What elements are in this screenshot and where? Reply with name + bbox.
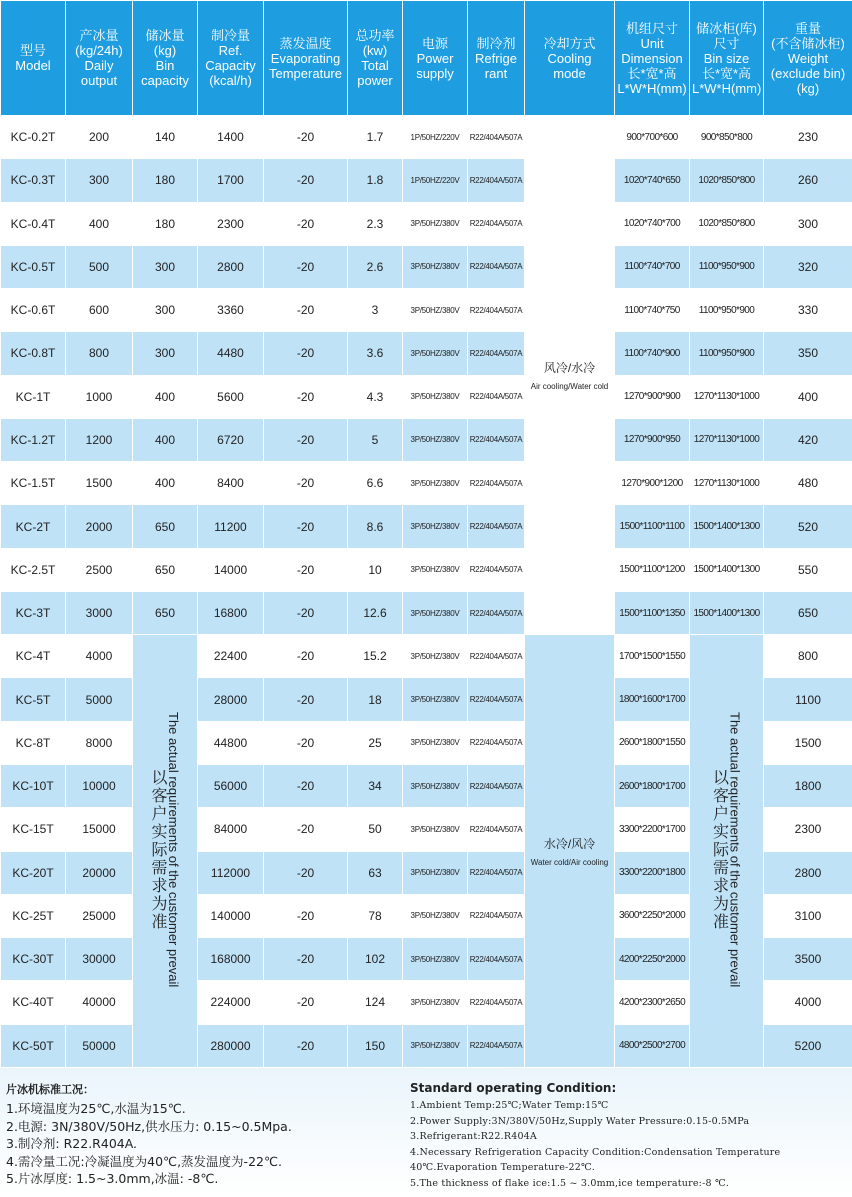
evaporating-temp-cell: -20	[264, 981, 348, 1024]
evaporating-temp-cell: -20	[264, 202, 348, 245]
unit-dimension-cell: 3300*2200*1800	[615, 851, 690, 894]
ref-capacity-cell: 224000	[198, 981, 264, 1024]
refrigerant-cell: R22/404A/507A	[468, 635, 525, 678]
ref-capacity-cell: 2800	[198, 245, 264, 288]
daily-output-cell: 400	[66, 202, 133, 245]
bin-size-cell: 1100*950*900	[690, 245, 764, 288]
evaporating-temp-cell: -20	[264, 375, 348, 418]
bin-capacity-cell: 300	[133, 245, 198, 288]
refrigerant-cell: R22/404A/507A	[468, 1024, 525, 1067]
evaporating-temp-cell: -20	[264, 678, 348, 721]
power-supply-cell: 3P/50HZ/380V	[403, 635, 468, 678]
refrigerant-cell: R22/404A/507A	[468, 808, 525, 851]
evaporating-temp-cell: -20	[264, 764, 348, 807]
bin-capacity-cell: 650	[133, 505, 198, 548]
weight-cell: 650	[764, 591, 852, 634]
unit-dimension-cell: 1100*740*900	[615, 332, 690, 375]
ref-capacity-cell: 280000	[198, 1024, 264, 1067]
unit-dimension-cell: 1500*1100*1100	[615, 505, 690, 548]
bin-size-cell: 1100*950*900	[690, 332, 764, 375]
model-cell: KC-1.2T	[1, 418, 66, 461]
total-power-cell: 124	[348, 981, 403, 1024]
total-power-cell: 34	[348, 764, 403, 807]
refrigerant-cell: R22/404A/507A	[468, 332, 525, 375]
bin-capacity-cell: 400	[133, 375, 198, 418]
ref-capacity-cell: 8400	[198, 462, 264, 505]
notes-cn-line: 5.片冰厚度: 1.5~3.0mm,冰温: -8℃.	[6, 1171, 219, 1186]
power-supply-cell: 3P/50HZ/380V	[403, 375, 468, 418]
standard-conditions-en	[410, 1081, 850, 1191]
total-power-cell: 10	[348, 548, 403, 591]
total-power-cell: 78	[348, 894, 403, 937]
ref-capacity-cell: 168000	[198, 938, 264, 981]
power-supply-cell: 3P/50HZ/380V	[403, 981, 468, 1024]
daily-output-cell: 4000	[66, 635, 133, 678]
evaporating-temp-cell: -20	[264, 505, 348, 548]
weight-cell: 1800	[764, 764, 852, 807]
model-cell: KC-0.5T	[1, 245, 66, 288]
header-evaporating-temp: 蒸发温度 Evaporating Temperature	[264, 1, 348, 116]
evaporating-temp-cell: -20	[264, 548, 348, 591]
power-supply-cell: 3P/50HZ/380V	[403, 245, 468, 288]
refrigerant-cell: R22/404A/507A	[468, 159, 525, 202]
refrigerant-cell: R22/404A/507A	[468, 505, 525, 548]
table-body	[1, 116, 852, 1068]
bin-capacity-cell: 650	[133, 548, 198, 591]
header-row	[1, 1, 852, 116]
weight-cell: 300	[764, 202, 852, 245]
table-row	[1, 289, 852, 332]
total-power-cell: 5	[348, 418, 403, 461]
ref-capacity-cell: 84000	[198, 808, 264, 851]
power-supply-cell: 3P/50HZ/380V	[403, 851, 468, 894]
daily-output-cell: 300	[66, 159, 133, 202]
evaporating-temp-cell: -20	[264, 851, 348, 894]
header-unit-dimension: 机组尺寸 Unit Dimension 长*宽*高 L*W*H(mm)	[615, 1, 690, 116]
evaporating-temp-cell: -20	[264, 635, 348, 678]
unit-dimension-cell: 1700*1500*1550	[615, 635, 690, 678]
notes-cn-line: 3.制冷剂: R22.R404A.	[6, 1136, 138, 1151]
header-bin-capacity: 储冰量 (kg) Bin capacity	[133, 1, 198, 116]
header-refrigerant: 制冷剂 Refrige rant	[468, 1, 525, 116]
unit-dimension-cell: 1100*740*700	[615, 245, 690, 288]
evaporating-temp-cell: -20	[264, 591, 348, 634]
weight-cell: 330	[764, 289, 852, 332]
table-row	[1, 635, 852, 678]
power-supply-cell: 3P/50HZ/380V	[403, 1024, 468, 1067]
bin-capacity-cell: 180	[133, 202, 198, 245]
ref-capacity-cell: 2300	[198, 202, 264, 245]
weight-cell: 3100	[764, 894, 852, 937]
power-supply-cell: 3P/50HZ/380V	[403, 894, 468, 937]
unit-dimension-cell: 1100*740*750	[615, 289, 690, 332]
table-row	[1, 116, 852, 159]
customer-requirement-note	[711, 680, 743, 1020]
cooling-mode-en: Water cold/Air cooling	[530, 858, 609, 868]
bin-capacity-cell: 300	[133, 289, 198, 332]
refrigerant-cell: R22/404A/507A	[468, 462, 525, 505]
model-cell: KC-8T	[1, 721, 66, 764]
evaporating-temp-cell: -20	[264, 462, 348, 505]
table-row	[1, 418, 852, 461]
bin-size-cell: 1020*850*800	[690, 202, 764, 245]
unit-dimension-cell: 2600*1800*1700	[615, 764, 690, 807]
model-cell: KC-0.3T	[1, 159, 66, 202]
notes-en-line: 3.Refrigerant:R22.R404A	[410, 1131, 537, 1142]
total-power-cell: 6.6	[348, 462, 403, 505]
ref-capacity-cell: 5600	[198, 375, 264, 418]
customer-requirement-note	[149, 680, 181, 1020]
refrigerant-cell: R22/404A/507A	[468, 418, 525, 461]
table-row	[1, 245, 852, 288]
bin-size-cell: 1270*1130*1000	[690, 462, 764, 505]
cooling-mode-cn: 水冷/风冷	[543, 837, 596, 852]
table-row	[1, 505, 852, 548]
power-supply-cell: 3P/50HZ/380V	[403, 289, 468, 332]
ref-capacity-cell: 11200	[198, 505, 264, 548]
table-row	[1, 462, 852, 505]
bin-capacity-note-cell	[133, 635, 198, 1068]
ref-capacity-cell: 56000	[198, 764, 264, 807]
weight-cell: 800	[764, 635, 852, 678]
daily-output-cell: 20000	[66, 851, 133, 894]
total-power-cell: 63	[348, 851, 403, 894]
header-power-supply: 电源 Power supply	[403, 1, 468, 116]
total-power-cell: 150	[348, 1024, 403, 1067]
total-power-cell: 15.2	[348, 635, 403, 678]
refrigerant-cell: R22/404A/507A	[468, 764, 525, 807]
unit-dimension-cell: 1500*1100*1350	[615, 591, 690, 634]
bin-capacity-cell: 400	[133, 418, 198, 461]
ref-capacity-cell: 112000	[198, 851, 264, 894]
daily-output-cell: 1000	[66, 375, 133, 418]
weight-cell: 2300	[764, 808, 852, 851]
power-supply-cell: 3P/50HZ/380V	[403, 764, 468, 807]
total-power-cell: 25	[348, 721, 403, 764]
ref-capacity-cell: 22400	[198, 635, 264, 678]
ref-capacity-cell: 4480	[198, 332, 264, 375]
weight-cell: 420	[764, 418, 852, 461]
power-supply-cell: 3P/50HZ/380V	[403, 505, 468, 548]
bin-capacity-cell: 650	[133, 591, 198, 634]
power-supply-cell: 3P/50HZ/380V	[403, 591, 468, 634]
refrigerant-cell: R22/404A/507A	[468, 894, 525, 937]
notes-cn-line: 2.电源: 3N/380V/50Hz,供水压力: 0.15~0.5Mpa.	[6, 1118, 292, 1134]
total-power-cell: 1.8	[348, 159, 403, 202]
note-en-text: The actual requirements of the customer prevail	[166, 711, 181, 988]
table-row	[1, 202, 852, 245]
daily-output-cell: 2000	[66, 505, 133, 548]
cooling-mode-small-cell	[525, 116, 615, 635]
bin-capacity-cell: 400	[133, 462, 198, 505]
daily-output-cell: 200	[66, 116, 133, 159]
unit-dimension-cell: 3600*2250*2000	[615, 894, 690, 937]
table-row	[1, 159, 852, 202]
ref-capacity-cell: 6720	[198, 418, 264, 461]
ref-capacity-cell: 1700	[198, 159, 264, 202]
daily-output-cell: 5000	[66, 678, 133, 721]
bin-size-cell: 1270*1130*1000	[690, 418, 764, 461]
bin-capacity-cell: 300	[133, 332, 198, 375]
evaporating-temp-cell: -20	[264, 894, 348, 937]
refrigerant-cell: R22/404A/507A	[468, 245, 525, 288]
model-cell: KC-40T	[1, 981, 66, 1024]
weight-cell: 400	[764, 375, 852, 418]
total-power-cell: 102	[348, 938, 403, 981]
model-cell: KC-2T	[1, 505, 66, 548]
notes-cn-line: 4.需冷量工况:冷凝温度为40℃,蒸发温度为-22℃.	[6, 1153, 282, 1169]
total-power-cell: 12.6	[348, 591, 403, 634]
power-supply-cell: 3P/50HZ/380V	[403, 418, 468, 461]
total-power-cell: 8.6	[348, 505, 403, 548]
refrigerant-cell: R22/404A/507A	[468, 851, 525, 894]
refrigerant-cell: R22/404A/507A	[468, 591, 525, 634]
daily-output-cell: 1200	[66, 418, 133, 461]
model-cell: KC-0.8T	[1, 332, 66, 375]
bin-size-cell: 1500*1400*1300	[690, 548, 764, 591]
total-power-cell: 18	[348, 678, 403, 721]
table-row	[1, 591, 852, 634]
header-cooling-mode: 冷却方式 Cooling mode	[525, 1, 615, 116]
model-cell: KC-10T	[1, 764, 66, 807]
power-supply-cell: 3P/50HZ/380V	[403, 678, 468, 721]
note-cn-text: 以客户实际需求为准	[149, 768, 166, 931]
header-bin-size: 储冰柜(库) 尺寸 Bin size 长*宽*高 L*W*H(mm)	[690, 1, 764, 116]
unit-dimension-cell: 1270*900*900	[615, 375, 690, 418]
model-cell: KC-15T	[1, 808, 66, 851]
model-cell: KC-20T	[1, 851, 66, 894]
evaporating-temp-cell: -20	[264, 418, 348, 461]
header-weight: 重量 (不含储冰柜) Weight (exclude bin) (kg)	[764, 1, 852, 116]
total-power-cell: 3.6	[348, 332, 403, 375]
total-power-cell: 4.3	[348, 375, 403, 418]
power-supply-cell: 3P/50HZ/380V	[403, 332, 468, 375]
power-supply-cell: 3P/50HZ/380V	[403, 808, 468, 851]
ref-capacity-cell: 1400	[198, 116, 264, 159]
evaporating-temp-cell: -20	[264, 1024, 348, 1067]
model-cell: KC-5T	[1, 678, 66, 721]
daily-output-cell: 50000	[66, 1024, 133, 1067]
daily-output-cell: 600	[66, 289, 133, 332]
header-daily-output: 产冰量 (kg/24h) Daily output	[66, 1, 133, 116]
evaporating-temp-cell: -20	[264, 159, 348, 202]
cooling-mode-cn: 风冷/水冷	[543, 361, 596, 376]
evaporating-temp-cell: -20	[264, 289, 348, 332]
power-supply-cell: 1P/50HZ/220V	[403, 159, 468, 202]
bin-capacity-cell: 180	[133, 159, 198, 202]
bin-size-cell: 1270*1130*1000	[690, 375, 764, 418]
ref-capacity-cell: 44800	[198, 721, 264, 764]
table-row	[1, 375, 852, 418]
unit-dimension-cell: 900*700*600	[615, 116, 690, 159]
refrigerant-cell: R22/404A/507A	[468, 202, 525, 245]
daily-output-cell: 800	[66, 332, 133, 375]
model-cell: KC-0.6T	[1, 289, 66, 332]
weight-cell: 260	[764, 159, 852, 202]
evaporating-temp-cell: -20	[264, 721, 348, 764]
bin-size-cell: 900*850*800	[690, 116, 764, 159]
model-cell: KC-25T	[1, 894, 66, 937]
ref-capacity-cell: 16800	[198, 591, 264, 634]
bin-size-cell: 1500*1400*1300	[690, 591, 764, 634]
unit-dimension-cell: 1270*900*950	[615, 418, 690, 461]
weight-cell: 550	[764, 548, 852, 591]
unit-dimension-cell: 4200*2300*2650	[615, 981, 690, 1024]
header-ref-capacity: 制冷量 Ref. Capacity (kcal/h)	[198, 1, 264, 116]
model-cell: KC-50T	[1, 1024, 66, 1067]
daily-output-cell: 25000	[66, 894, 133, 937]
power-supply-cell: 3P/50HZ/380V	[403, 938, 468, 981]
model-cell: KC-1.5T	[1, 462, 66, 505]
unit-dimension-cell: 1270*900*1200	[615, 462, 690, 505]
daily-output-cell: 15000	[66, 808, 133, 851]
notes-cn-line: 1.环境温度为25℃,水温为15℃.	[6, 1101, 186, 1116]
unit-dimension-cell: 1020*740*650	[615, 159, 690, 202]
total-power-cell: 3	[348, 289, 403, 332]
table-row	[1, 332, 852, 375]
model-cell: KC-2.5T	[1, 548, 66, 591]
table-row	[1, 548, 852, 591]
weight-cell: 1500	[764, 721, 852, 764]
daily-output-cell: 3000	[66, 591, 133, 634]
refrigerant-cell: R22/404A/507A	[468, 721, 525, 764]
total-power-cell: 2.6	[348, 245, 403, 288]
unit-dimension-cell: 1800*1600*1700	[615, 678, 690, 721]
notes-en-line: 1.Ambient Temp:25℃;Water Temp:15℃	[410, 1100, 609, 1111]
total-power-cell: 2.3	[348, 202, 403, 245]
model-cell: KC-30T	[1, 938, 66, 981]
daily-output-cell: 10000	[66, 764, 133, 807]
ref-capacity-cell: 140000	[198, 894, 264, 937]
daily-output-cell: 2500	[66, 548, 133, 591]
ref-capacity-cell: 3360	[198, 289, 264, 332]
header-model: 型号 Model	[1, 1, 66, 116]
power-supply-cell: 3P/50HZ/380V	[403, 548, 468, 591]
power-supply-cell: 3P/50HZ/380V	[403, 721, 468, 764]
notes-en-line: 4.Necessary Refrigeration Capacity Condition:Condensation Temperature	[410, 1146, 781, 1158]
notes-cn-title: 片冰机标准工况：	[6, 1083, 94, 1096]
refrigerant-cell: R22/404A/507A	[468, 116, 525, 159]
unit-dimension-cell: 1500*1100*1200	[615, 548, 690, 591]
evaporating-temp-cell: -20	[264, 245, 348, 288]
notes-en-title: Standard operating Condition:	[410, 1081, 617, 1095]
weight-cell: 480	[764, 462, 852, 505]
standard-conditions-cn	[6, 1081, 401, 1188]
unit-dimension-cell: 1020*740*700	[615, 202, 690, 245]
bin-size-cell: 1100*950*900	[690, 289, 764, 332]
daily-output-cell: 1500	[66, 462, 133, 505]
unit-dimension-cell: 4200*2250*2000	[615, 938, 690, 981]
refrigerant-cell: R22/404A/507A	[468, 981, 525, 1024]
evaporating-temp-cell: -20	[264, 116, 348, 159]
weight-cell: 5200	[764, 1024, 852, 1067]
bin-size-cell: 1020*850*800	[690, 159, 764, 202]
daily-output-cell: 40000	[66, 981, 133, 1024]
model-cell: KC-1T	[1, 375, 66, 418]
cooling-mode-large-cell	[525, 635, 615, 1068]
refrigerant-cell: R22/404A/507A	[468, 375, 525, 418]
total-power-cell: 1.7	[348, 116, 403, 159]
refrigerant-cell: R22/404A/507A	[468, 548, 525, 591]
daily-output-cell: 30000	[66, 938, 133, 981]
notes-en-line: 2.Power Supply:3N/380V/50Hz,Supply Water Pressure:0.15-0.5MPa	[410, 1115, 750, 1127]
weight-cell: 350	[764, 332, 852, 375]
ref-capacity-cell: 28000	[198, 678, 264, 721]
refrigerant-cell: R22/404A/507A	[468, 678, 525, 721]
cooling-mode-en: Air cooling/Water cold	[530, 382, 609, 392]
power-supply-cell: 3P/50HZ/380V	[403, 202, 468, 245]
ref-capacity-cell: 14000	[198, 548, 264, 591]
header-total-power: 总功率 (kw) Total power	[348, 1, 403, 116]
evaporating-temp-cell: -20	[264, 332, 348, 375]
power-supply-cell: 3P/50HZ/380V	[403, 462, 468, 505]
unit-dimension-cell: 3300*2200*1700	[615, 808, 690, 851]
daily-output-cell: 8000	[66, 721, 133, 764]
notes-en-line: 40℃.Evaporation Temperature-22℃.	[410, 1162, 596, 1173]
weight-cell: 320	[764, 245, 852, 288]
weight-cell: 3500	[764, 938, 852, 981]
refrigerant-cell: R22/404A/507A	[468, 938, 525, 981]
note-cn-text: 以客户实际需求为准	[710, 768, 728, 931]
daily-output-cell: 500	[66, 245, 133, 288]
model-cell: KC-0.4T	[1, 202, 66, 245]
weight-cell: 2800	[764, 851, 852, 894]
model-cell: KC-3T	[1, 591, 66, 634]
unit-dimension-cell: 4800*2500*2700	[615, 1024, 690, 1067]
bin-size-note-cell	[690, 635, 764, 1068]
model-cell: KC-4T	[1, 635, 66, 678]
bin-capacity-cell: 140	[133, 116, 198, 159]
evaporating-temp-cell: -20	[264, 938, 348, 981]
model-cell: KC-0.2T	[1, 116, 66, 159]
refrigerant-cell: R22/404A/507A	[468, 289, 525, 332]
unit-dimension-cell: 2600*1800*1550	[615, 721, 690, 764]
weight-cell: 520	[764, 505, 852, 548]
total-power-cell: 50	[348, 808, 403, 851]
weight-cell: 4000	[764, 981, 852, 1024]
evaporating-temp-cell: -20	[264, 808, 348, 851]
bin-size-cell: 1500*1400*1300	[690, 505, 764, 548]
note-en-text: The actual requirements of the customer prevail	[727, 711, 743, 988]
weight-cell: 230	[764, 116, 852, 159]
weight-cell: 1100	[764, 678, 852, 721]
power-supply-cell: 1P/50HZ/220V	[403, 116, 468, 159]
notes-en-line: 5.The thickness of flake ice:1.5 ~ 3.0mm,ice temperature:-8 ℃.	[410, 1177, 730, 1189]
